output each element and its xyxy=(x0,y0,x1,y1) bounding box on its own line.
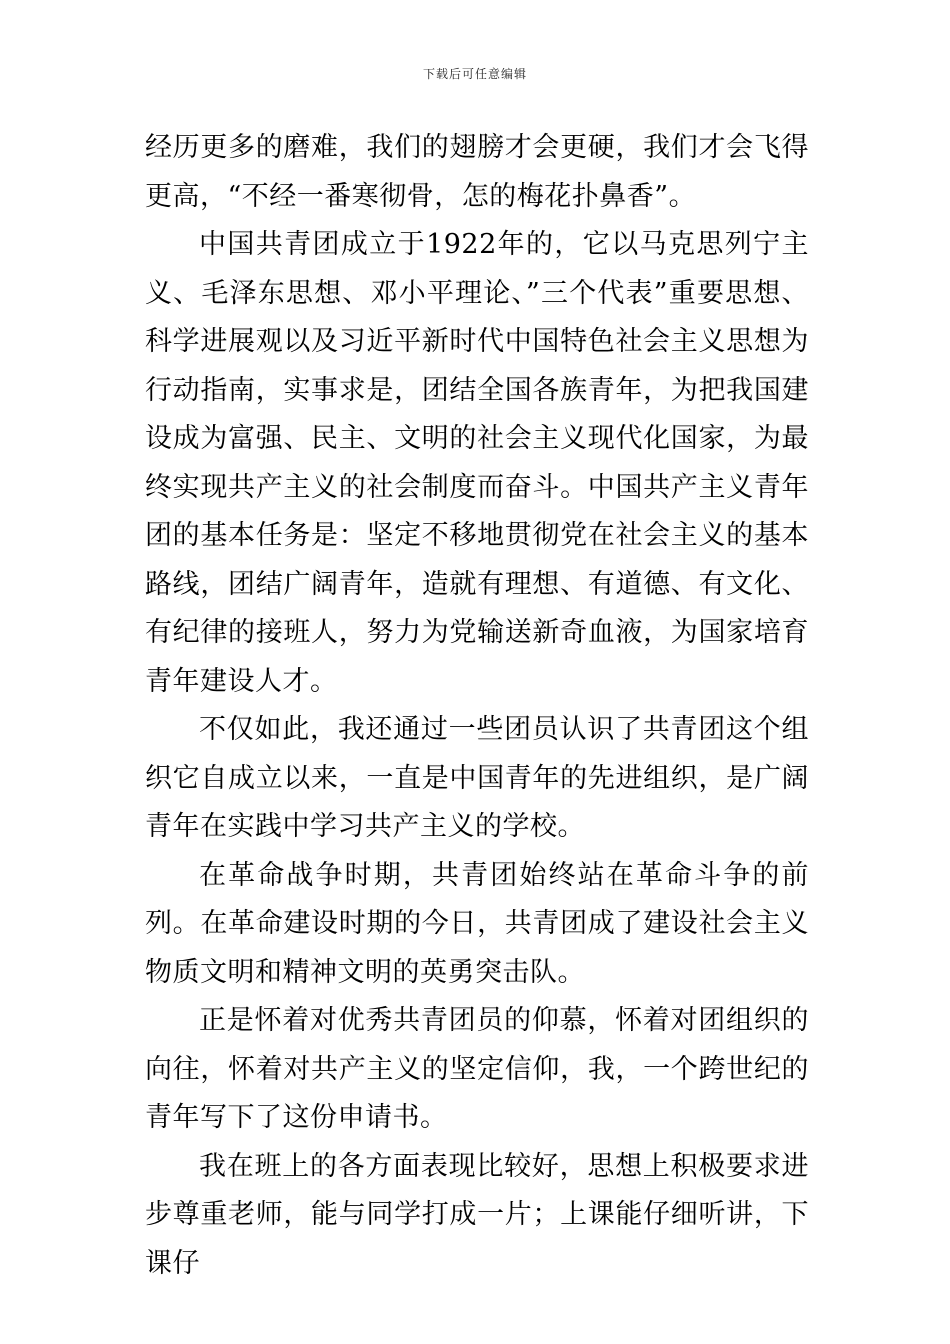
document-body xyxy=(145,124,809,1288)
paragraph-4: 在革命战争时期，共青团始终站在革命斗争的前列。在革命建设时期的今日，共青团成了建设社会主义物质文明和精神文明的英勇突击队。 xyxy=(145,859,809,988)
paragraph-3: 不仅如此，我还通过一些团员认识了共青团这个组织它自成立以来，一直是中国青年的先进组织，是广阔青年在实践中学习共产主义的学校。 xyxy=(145,714,809,842)
page-header: 下载后可任意编辑 xyxy=(422,67,527,81)
paragraph-5: 正是怀着对优秀共青团员的仰慕，怀着对团组织的向往，怀着对共产主义的坚定信仰，我，一个跨世纪的青年写下了这份申请书。 xyxy=(145,1005,809,1133)
paragraph-6: 我在班上的各方面表现比较好，思想上积极要求进步尊重老师，能与同学打成一片；上课能仔细听讲，下课仔 xyxy=(145,1150,809,1279)
paragraph-1: 经历更多的磨难，我们的翅膀才会更硬，我们才会飞得更高，“不经一番寒彻骨，怎的梅花扑鼻香”。 xyxy=(145,132,809,212)
paragraph-2: 中国共青团成立于1922年的，它以马克思列宁主义、毛泽东思想、邓小平理论、”三个代表”重要思想、科学进展观以及习近平新时代中国特色社会主义思想为行动指南，实事求是，团结全国各族青年，为把我国建设成为富强、民主、文明的社会主义现代化国家，为最终实现共产主义的社会制度而奋斗。中国共产主义青年团的基本任务是：坚定不移地贯彻党在社会主义的基本路线，团结广阔青年，造就有理想、有道德、有文化、有纪律的接班人，努力为党输送新奇血液，为国家培育青年建设人才。 xyxy=(145,229,809,697)
